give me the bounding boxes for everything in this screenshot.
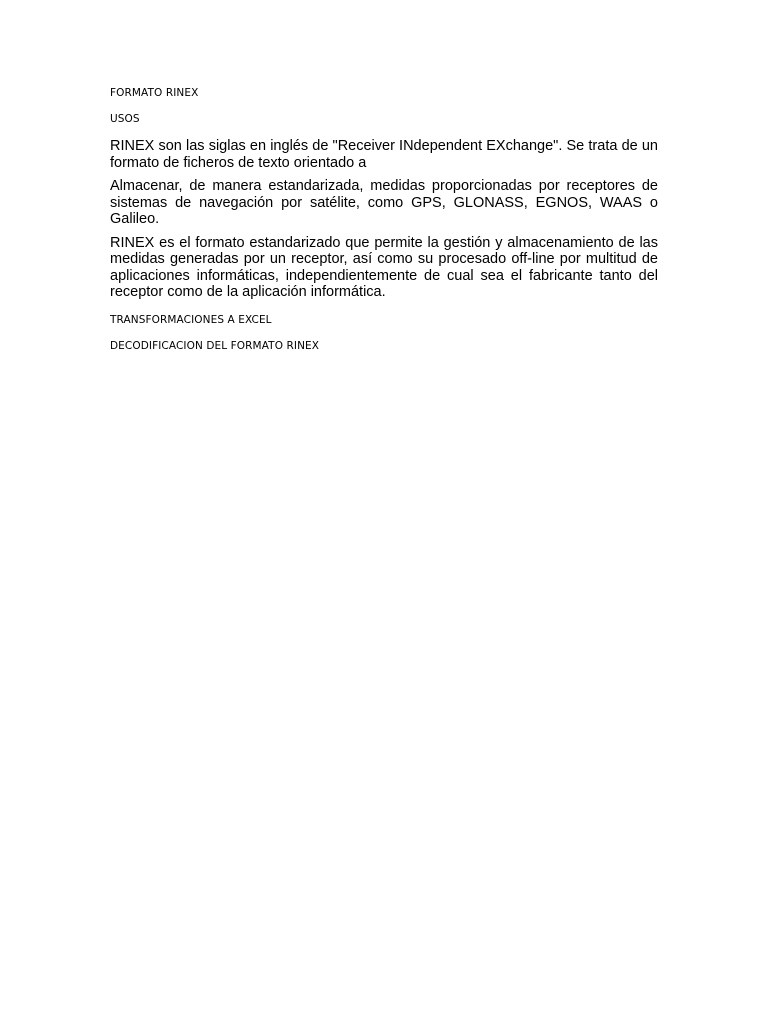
section-heading-transformaciones: TRANSFORMACIONES A EXCEL — [110, 313, 272, 326]
paragraph-rinex-standard: RINEX es el formato estandarizado que permite la gestión y almacenamiento de las medidas generadas por un receptor, así como su procesado off-line por multitud de aplicaciones informáticas, independientemente de cual sea el fabricante tanto del receptor como de la aplicación informática. — [110, 234, 658, 300]
document-content — [110, 86, 658, 365]
paragraph-rinex-definition: RINEX son las siglas en inglés de "Receiver INdependent EXchange". Se trata de un formato de ficheros de texto orientado a — [110, 138, 658, 171]
paragraph-almacenar: Almacenar, de manera estandarizada, medidas proporcionadas por receptores de sistemas de navegación por satélite, como GPS, GLONASS, EGNOS, WAAS o Galileo. — [110, 178, 658, 227]
document-title: FORMATO RINEX — [110, 87, 199, 99]
section-heading-usos: USOS — [110, 113, 140, 125]
section-heading-decodificacion: DECODIFICACION DEL FORMATO RINEX — [110, 339, 320, 352]
